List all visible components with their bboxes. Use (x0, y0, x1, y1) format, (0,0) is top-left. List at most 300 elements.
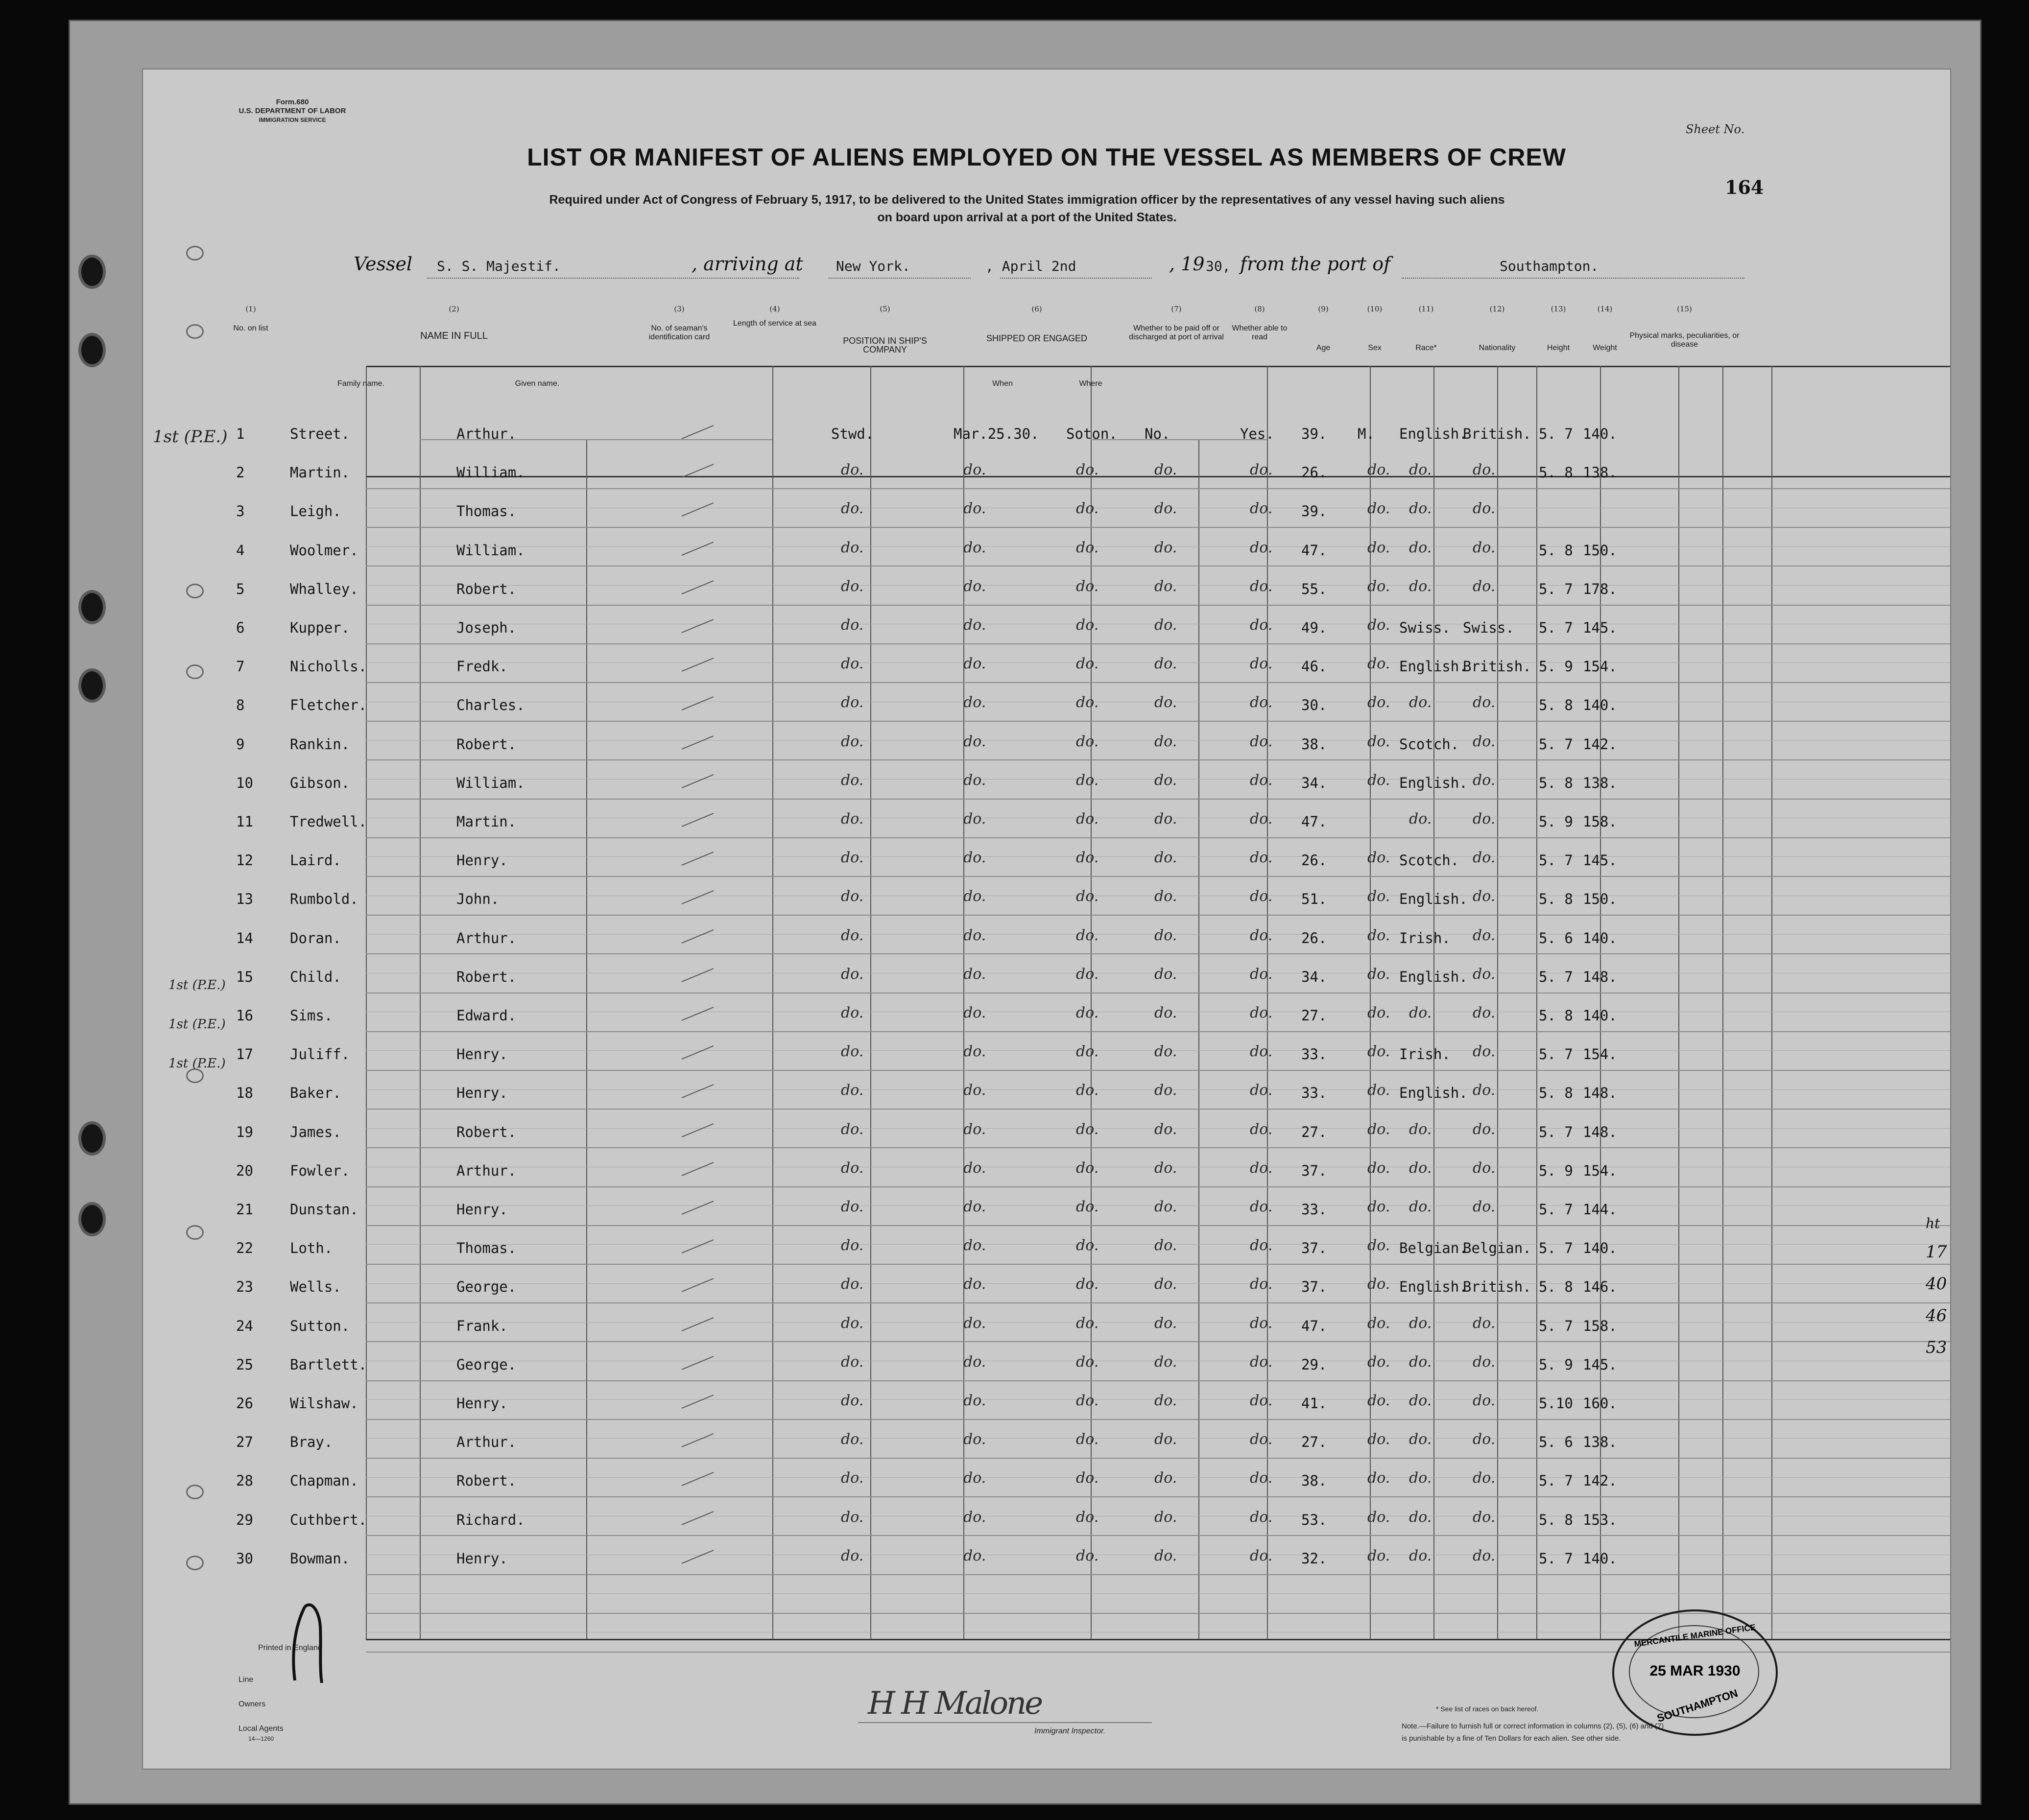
col-header-when: When (992, 379, 1013, 388)
col-header-where: Where (1079, 379, 1102, 388)
row-21-race: do. (1409, 1198, 1432, 1215)
col-header-height: Height (1547, 344, 1570, 352)
row-11-height: 5. 9 (1539, 813, 1573, 830)
tick-mark (679, 1468, 718, 1488)
stamp-date: 25 MAR 1930 (1649, 1663, 1741, 1679)
row-18-family: Baker. (290, 1085, 341, 1102)
arriving-port: New York. (836, 258, 910, 274)
row-12-age: 26. (1301, 852, 1327, 869)
row-4-age: 47. (1301, 542, 1327, 559)
row-16-given: Edward. (456, 1007, 517, 1024)
crew-table (366, 366, 1951, 1700)
row-13-given: John. (456, 891, 500, 908)
row-25-position: do. (841, 1353, 864, 1371)
row-5-age: 55. (1301, 580, 1327, 597)
row-15-nat: do. (1473, 965, 1496, 983)
row-19-race: do. (1409, 1120, 1432, 1138)
year-value: 30, (1206, 258, 1231, 274)
row-27-given: Arthur. (456, 1434, 517, 1451)
row-5-height: 5. 7 (1539, 580, 1573, 597)
edge-mark: 53 (1926, 1338, 1947, 1357)
row-1-race: English. (1399, 425, 1468, 442)
row-4-paid: do. (1154, 539, 1177, 556)
row-12-read: do. (1250, 849, 1273, 867)
binder-hole (78, 668, 106, 703)
row-6-when: do. (963, 616, 986, 634)
row-15-given: Robert. (456, 968, 517, 985)
row-8-family: Fletcher. (290, 697, 367, 714)
binder-hole (78, 1202, 106, 1236)
row-10-no: 10 (236, 774, 253, 791)
col-header-family-name: Family name. (337, 379, 385, 388)
races-note: * See list of races on back hereof. (1436, 1705, 1539, 1713)
row-1-family: Street. (290, 425, 350, 442)
row-10-where: do. (1076, 771, 1099, 789)
row-29-age: 53. (1301, 1511, 1327, 1528)
row-29-race: do. (1409, 1508, 1432, 1526)
row-10-read: do. (1250, 771, 1273, 789)
row-8-given: Charles. (456, 697, 525, 714)
row-12-nat: do. (1473, 849, 1496, 867)
tick-mark (679, 926, 718, 945)
punch-ring (186, 1556, 204, 1570)
row-12-paid: do. (1154, 849, 1177, 867)
row-22-when: do. (963, 1237, 986, 1254)
row-18-no: 18 (236, 1085, 253, 1102)
row-30-no: 30 (236, 1550, 253, 1567)
tick-mark (679, 887, 718, 906)
row-8-paid: do. (1154, 694, 1177, 711)
row-9-position: do. (841, 733, 864, 750)
row-14-nat: do. (1473, 926, 1496, 944)
row-2-given: William. (456, 464, 525, 481)
row-6-no: 6 (236, 619, 245, 636)
row-29-position: do. (841, 1508, 864, 1526)
manifest-sheet (142, 69, 1951, 1770)
row-23-sex: do. (1367, 1276, 1390, 1293)
binder-hole (78, 255, 106, 289)
col-header-position: POSITION IN SHIP'S COMPANY (843, 336, 927, 355)
tick-mark (679, 499, 718, 519)
row-18-height: 5. 8 (1539, 1085, 1573, 1102)
col-number-label: (3) (674, 305, 685, 313)
row-19-no: 19 (236, 1123, 253, 1140)
row-6-where: do. (1076, 616, 1099, 634)
row-15-where: do. (1076, 965, 1099, 983)
row-11-given: Martin. (456, 813, 517, 830)
col-header-name: NAME IN FULL (420, 331, 488, 341)
row-26-given: Henry. (456, 1395, 508, 1412)
row-9-no: 9 (236, 735, 245, 753)
row-24-when: do. (963, 1314, 986, 1332)
row-28-height: 5. 7 (1539, 1472, 1573, 1489)
row-10-family: Gibson. (290, 774, 350, 791)
tick-mark (679, 1081, 718, 1100)
row-28-sex: do. (1367, 1469, 1390, 1487)
row-17-when: do. (963, 1043, 986, 1061)
row-1-age: 39. (1301, 425, 1327, 442)
row-20-race: do. (1409, 1159, 1432, 1177)
binder-hole (78, 1121, 106, 1156)
row-5-no: 5 (236, 580, 245, 597)
row-2-position: do. (841, 461, 864, 479)
row-12-where: do. (1076, 849, 1099, 867)
row-26-no: 26 (236, 1395, 253, 1412)
row-14-race: Irish. (1399, 929, 1451, 946)
margin-note-row-17: 1st (P.E.) (168, 1056, 226, 1071)
row-11-position: do. (841, 810, 864, 827)
row-22-where: do. (1076, 1237, 1099, 1254)
row-6-race: Swiss. (1399, 619, 1451, 636)
row-27-weight: 138. (1583, 1434, 1617, 1451)
row-1-no: 1 (236, 425, 245, 442)
row-4-given: William. (456, 542, 525, 559)
col-number-label: (10) (1367, 305, 1383, 313)
row-14-position: do. (841, 926, 864, 944)
col-number-label: (14) (1597, 305, 1613, 313)
col-number-label: (7) (1171, 305, 1182, 313)
row-14-height: 5. 6 (1539, 929, 1573, 946)
row-1-weight: 140. (1583, 425, 1617, 442)
row-26-weight: 160. (1583, 1395, 1617, 1412)
row-28-read: do. (1250, 1469, 1273, 1487)
row-20-when: do. (963, 1159, 986, 1177)
row-17-nat: do. (1473, 1043, 1496, 1061)
row-11-where: do. (1076, 810, 1099, 827)
row-4-sex: do. (1367, 539, 1390, 556)
row-9-height: 5. 7 (1539, 735, 1573, 753)
row-21-no: 21 (236, 1201, 253, 1218)
row-19-where: do. (1076, 1120, 1099, 1138)
row-17-age: 33. (1301, 1046, 1327, 1063)
tick-mark (679, 1197, 718, 1217)
row-7-weight: 154. (1583, 658, 1617, 675)
margin-note-row-15: 1st (P.E.) (168, 978, 226, 993)
col-number-label: (12) (1489, 305, 1505, 313)
tick-mark (679, 1508, 718, 1527)
row-15-no: 15 (236, 968, 253, 985)
row-30-where: do. (1076, 1547, 1099, 1564)
row-30-family: Bowman. (290, 1550, 350, 1567)
row-21-family: Dunstan. (290, 1201, 358, 1218)
row-27-no: 27 (236, 1434, 253, 1451)
tick-mark (679, 615, 718, 635)
row-7-when: do. (963, 655, 986, 673)
row-11-when: do. (963, 810, 986, 827)
row-9-family: Rankin. (290, 735, 350, 753)
row-20-read: do. (1250, 1159, 1273, 1177)
row-13-nat: do. (1473, 888, 1496, 905)
form-header (212, 98, 373, 124)
row-3-when: do. (963, 500, 986, 518)
row-17-read: do. (1250, 1043, 1273, 1061)
row-6-family: Kupper. (290, 619, 350, 636)
arrival-date: , April 2nd (985, 258, 1076, 274)
margin-note-row-16: 1st (P.E.) (168, 1017, 226, 1032)
tick-mark (679, 1391, 718, 1411)
col-number-label: (1) (245, 305, 256, 313)
row-12-when: do. (963, 849, 986, 867)
col-number-label: (4) (769, 305, 780, 313)
row-20-position: do. (841, 1159, 864, 1177)
row-29-family: Cuthbert. (290, 1511, 367, 1528)
row-25-nat: do. (1473, 1353, 1496, 1371)
row-17-paid: do. (1154, 1043, 1177, 1061)
row-13-when: do. (963, 888, 986, 905)
tick-mark (679, 460, 718, 480)
row-21-position: do. (841, 1198, 864, 1215)
tick-mark (679, 1546, 718, 1566)
row-13-height: 5. 8 (1539, 891, 1573, 908)
row-25-age: 29. (1301, 1356, 1327, 1373)
row-23-where: do. (1076, 1276, 1099, 1293)
form-code: 14—1260 (248, 1735, 274, 1742)
binder-hole (78, 333, 106, 367)
row-30-read: do. (1250, 1547, 1273, 1564)
row-5-when: do. (963, 577, 986, 595)
col-number-label: (2) (449, 305, 459, 313)
row-2-race: do. (1409, 461, 1432, 479)
row-2-paid: do. (1154, 461, 1177, 479)
row-19-position: do. (841, 1120, 864, 1138)
row-13-position: do. (841, 888, 864, 905)
row-12-position: do. (841, 849, 864, 867)
row-27-nat: do. (1473, 1431, 1496, 1448)
row-11-read: do. (1250, 810, 1273, 827)
row-21-where: do. (1076, 1198, 1099, 1215)
col-header-no: No. on list (233, 324, 268, 332)
row-11-race: do. (1409, 810, 1432, 827)
col-header-shipped: SHIPPED OR ENGAGED (986, 333, 1088, 343)
row-4-height: 5. 8 (1539, 542, 1573, 559)
row-18-position: do. (841, 1082, 864, 1099)
row-7-height: 5. 9 (1539, 658, 1573, 675)
row-16-family: Sims. (290, 1007, 333, 1024)
row-8-age: 30. (1301, 697, 1327, 714)
row-19-read: do. (1250, 1120, 1273, 1138)
row-24-where: do. (1076, 1314, 1099, 1332)
vessel-label: Vessel (354, 253, 413, 275)
row-1-height: 5. 7 (1539, 425, 1573, 442)
row-18-age: 33. (1301, 1085, 1327, 1102)
tick-mark (679, 1352, 718, 1372)
departure-port: Southampton. (1500, 258, 1599, 274)
tick-mark (679, 1314, 718, 1333)
row-15-age: 34. (1301, 968, 1327, 985)
row-19-family: James. (290, 1123, 341, 1140)
row-24-given: Frank. (456, 1317, 508, 1334)
row-25-sex: do. (1367, 1353, 1390, 1371)
row-10-position: do. (841, 771, 864, 789)
row-5-nat: do. (1473, 577, 1496, 595)
row-12-race: Scotch. (1399, 852, 1459, 869)
row-19-height: 5. 7 (1539, 1123, 1573, 1140)
row-2-no: 2 (236, 464, 245, 481)
row-4-position: do. (841, 539, 864, 556)
row-26-height: 5.10 (1539, 1395, 1573, 1412)
row-19-paid: do. (1154, 1120, 1177, 1138)
row-26-paid: do. (1154, 1392, 1177, 1409)
row-28-paid: do. (1154, 1469, 1177, 1487)
row-25-paid: do. (1154, 1353, 1177, 1371)
row-19-weight: 148. (1583, 1123, 1617, 1140)
row-1-where: Soton. (1066, 425, 1118, 442)
row-25-given: George. (456, 1356, 517, 1373)
row-17-given: Henry. (456, 1046, 508, 1063)
row-8-height: 5. 8 (1539, 697, 1573, 714)
row-29-sex: do. (1367, 1508, 1390, 1526)
tick-mark (679, 848, 718, 868)
col-header-weight: Weight (1593, 344, 1617, 352)
row-13-read: do. (1250, 888, 1273, 905)
row-15-race: English. (1399, 968, 1468, 985)
row-14-when: do. (963, 926, 986, 944)
row-1-when: Mar.25.30. (954, 425, 1039, 442)
row-7-where: do. (1076, 655, 1099, 673)
row-12-sex: do. (1367, 849, 1390, 867)
stamp-bottom-text: SOUTHAMPTON (1655, 1687, 1740, 1725)
punch-ring (186, 1485, 204, 1499)
sheet-no-label: Sheet No. (1686, 122, 1745, 136)
row-21-nat: do. (1473, 1198, 1496, 1215)
row-7-position: do. (841, 655, 864, 673)
row-11-no: 11 (236, 813, 253, 830)
row-15-read: do. (1250, 965, 1273, 983)
row-18-race: English. (1399, 1085, 1468, 1102)
row-13-race: English. (1399, 891, 1468, 908)
row-27-height: 5. 6 (1539, 1434, 1573, 1451)
row-17-sex: do. (1367, 1043, 1390, 1061)
row-16-where: do. (1076, 1004, 1099, 1021)
row-28-given: Robert. (456, 1472, 517, 1489)
row-22-race: Belgian. (1399, 1240, 1468, 1257)
row-27-when: do. (963, 1431, 986, 1448)
row-13-family: Rumbold. (290, 891, 358, 908)
row-9-weight: 142. (1583, 735, 1617, 753)
row-21-weight: 144. (1583, 1201, 1617, 1218)
row-26-sex: do. (1367, 1392, 1390, 1409)
sheet-number: 164 (1725, 176, 1764, 198)
owners-label: Owners (239, 1700, 266, 1708)
row-26-read: do. (1250, 1392, 1273, 1409)
row-13-sex: do. (1367, 888, 1390, 905)
row-3-given: Thomas. (456, 503, 517, 520)
row-22-no: 22 (236, 1240, 253, 1257)
row-20-family: Fowler. (290, 1162, 350, 1179)
row-29-read: do. (1250, 1508, 1273, 1526)
row-15-position: do. (841, 965, 864, 983)
row-28-when: do. (963, 1469, 986, 1487)
row-8-where: do. (1076, 694, 1099, 711)
col-header-able-read: Whether able to read (1232, 324, 1288, 341)
tick-mark (679, 1275, 718, 1294)
row-6-nat: Swiss. (1463, 619, 1514, 636)
row-22-position: do. (841, 1237, 864, 1254)
row-23-age: 37. (1301, 1278, 1327, 1296)
arriving-label: , arriving at (692, 253, 803, 275)
row-28-position: do. (841, 1469, 864, 1487)
row-30-age: 32. (1301, 1550, 1327, 1567)
row-17-height: 5. 7 (1539, 1046, 1573, 1063)
row-11-nat: do. (1473, 810, 1496, 827)
row-25-family: Bartlett. (290, 1356, 367, 1373)
subtitle-line-2: on board upon arrival at a port of the United States. (877, 211, 1177, 224)
row-3-age: 39. (1301, 503, 1327, 520)
row-19-age: 27. (1301, 1123, 1327, 1140)
row-30-height: 5. 7 (1539, 1550, 1573, 1567)
row-22-age: 37. (1301, 1240, 1327, 1257)
row-8-race: do. (1409, 694, 1432, 711)
row-2-family: Martin. (290, 464, 350, 481)
edge-mark: 40 (1926, 1274, 1947, 1294)
row-27-paid: do. (1154, 1431, 1177, 1448)
row-28-weight: 142. (1583, 1472, 1617, 1489)
col-header-sex: Sex (1368, 344, 1382, 352)
row-3-race: do. (1409, 500, 1432, 518)
row-6-read: do. (1250, 616, 1273, 634)
punch-ring (186, 664, 204, 679)
row-21-height: 5. 7 (1539, 1201, 1573, 1218)
col-number-label: (11) (1418, 305, 1434, 313)
col-header-physical-marks: Physical marks, peculiarities, or disease (1629, 331, 1740, 349)
page-title: LIST OR MANIFEST OF ALIENS EMPLOYED ON THE VESSEL AS MEMBERS OF CREW (527, 143, 1566, 171)
punch-ring (186, 1225, 204, 1240)
row-8-position: do. (841, 694, 864, 711)
row-25-height: 5. 9 (1539, 1356, 1573, 1373)
row-5-weight: 178. (1583, 580, 1617, 597)
col-header-length-service: Length of service at sea (733, 319, 816, 328)
col-number-label: (6) (1031, 305, 1042, 313)
row-30-when: do. (963, 1547, 986, 1564)
row-9-read: do. (1250, 733, 1273, 750)
row-16-read: do. (1250, 1004, 1273, 1021)
row-8-sex: do. (1367, 694, 1390, 711)
row-5-given: Robert. (456, 580, 517, 597)
row-24-race: do. (1409, 1314, 1432, 1332)
row-22-given: Thomas. (456, 1240, 517, 1257)
row-23-given: George. (456, 1278, 517, 1296)
row-6-age: 49. (1301, 619, 1327, 636)
row-23-position: do. (841, 1276, 864, 1293)
row-21-read: do. (1250, 1198, 1273, 1215)
row-1-given: Arthur. (456, 425, 517, 442)
row-22-family: Loth. (290, 1240, 333, 1257)
tick-mark (679, 809, 718, 829)
row-14-read: do. (1250, 926, 1273, 944)
col-number-label: (8) (1254, 305, 1265, 313)
service-label: IMMIGRATION SERVICE (259, 117, 326, 123)
row-17-no: 17 (236, 1046, 253, 1063)
row-28-age: 38. (1301, 1472, 1327, 1489)
row-3-sex: do. (1367, 500, 1390, 518)
row-26-family: Wilshaw. (290, 1395, 358, 1412)
row-7-race: English. (1399, 658, 1468, 675)
row-30-given: Henry. (456, 1550, 508, 1567)
row-6-given: Joseph. (456, 619, 517, 636)
row-5-read: do. (1250, 577, 1273, 595)
row-23-weight: 146. (1583, 1278, 1617, 1296)
row-10-age: 34. (1301, 774, 1327, 791)
row-13-paid: do. (1154, 888, 1177, 905)
row-12-given: Henry. (456, 852, 508, 869)
port-label: from the port of (1240, 253, 1391, 275)
row-21-sex: do. (1367, 1198, 1390, 1215)
row-12-no: 12 (236, 852, 253, 869)
col-header-nationality: Nationality (1479, 344, 1516, 352)
line-label: Line (239, 1676, 254, 1684)
row-3-paid: do. (1154, 500, 1177, 518)
row-9-sex: do. (1367, 733, 1390, 750)
